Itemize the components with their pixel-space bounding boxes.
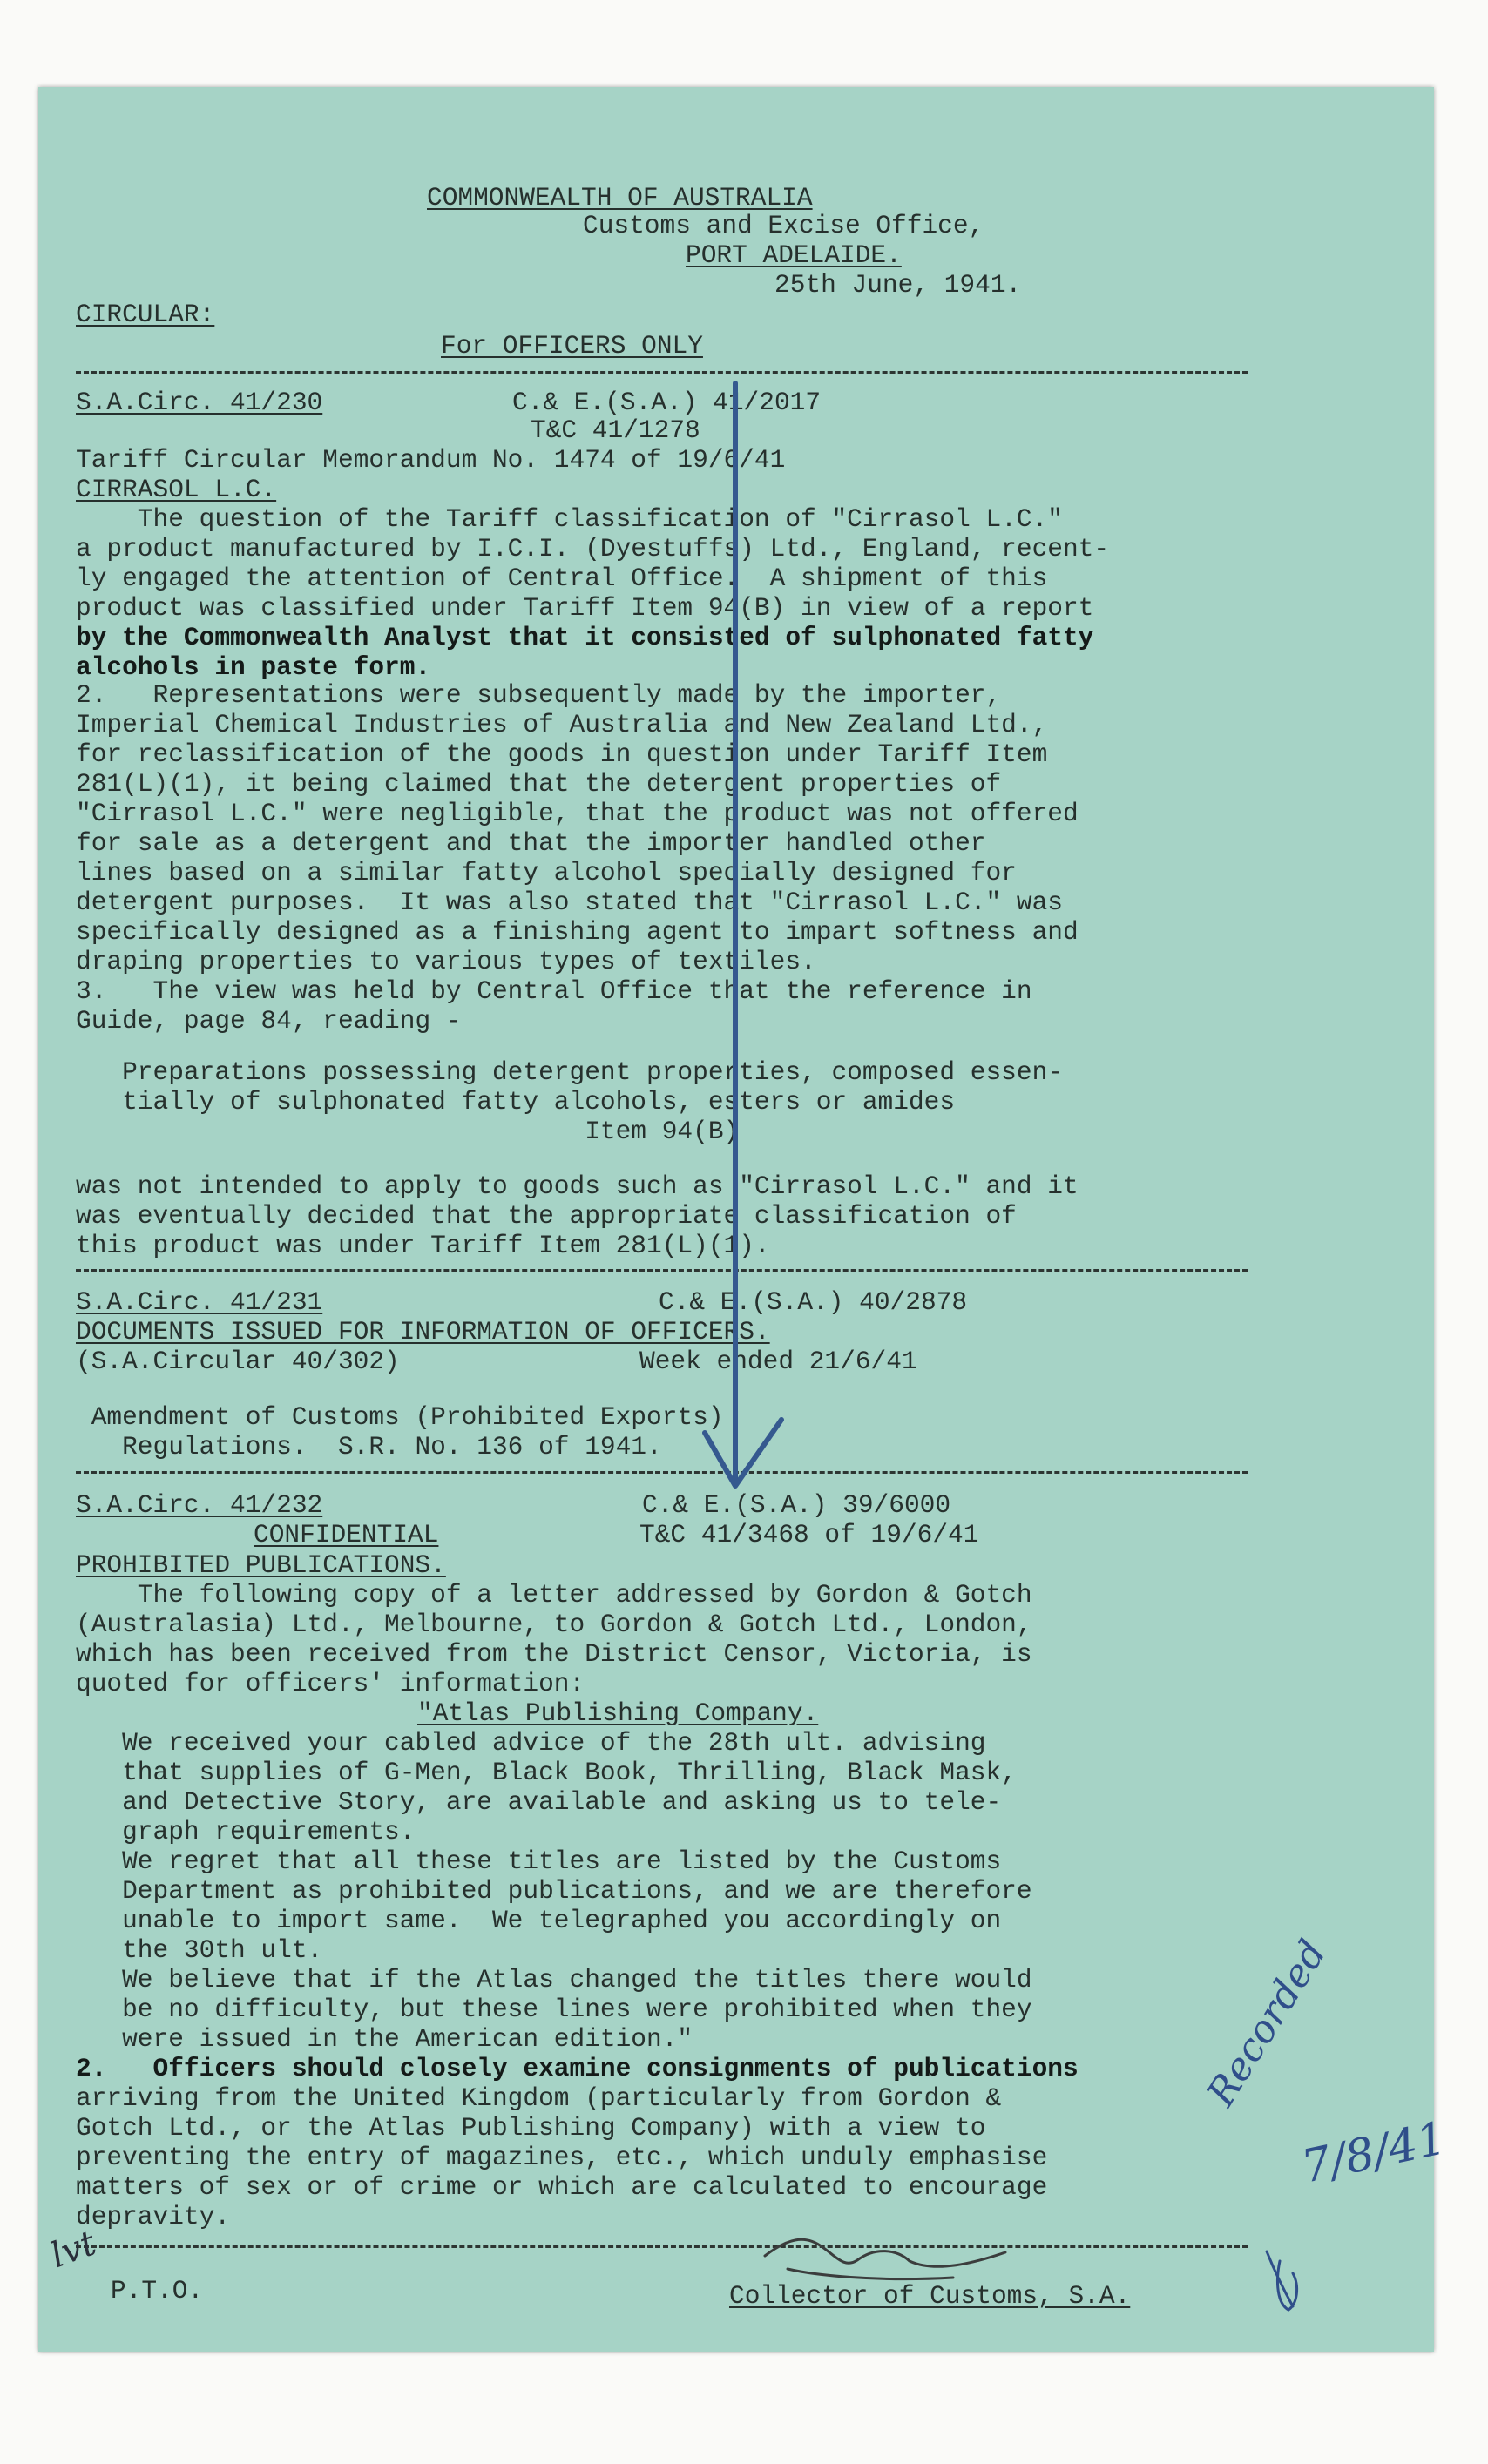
document-item: Amendment of Customs (Prohibited Exports) xyxy=(76,1402,724,1432)
paragraph-line: The following copy of a letter addressed by Gordon & Gotch xyxy=(76,1580,1032,1610)
circular-number: S.A.Circ. 41/231 xyxy=(76,1287,323,1317)
circular-page xyxy=(38,87,1451,2352)
letter-line: We received your cabled advice of the 28th ult. advising xyxy=(76,1728,986,1758)
quoted-line: Preparations possessing detergent properties, composed essen- xyxy=(76,1057,1063,1087)
paragraph-line: 3. The view was held by Central Office that the reference in xyxy=(76,976,1032,1006)
paragraph-line: this product was under Tariff Item 281(L)(1). xyxy=(76,1231,770,1260)
country-heading: COMMONWEALTH OF AUSTRALIA xyxy=(427,183,813,213)
paragraph-line: quoted for officers' information: xyxy=(76,1669,585,1698)
subject-heading: CIRRASOL L.C. xyxy=(76,475,277,504)
office-place: PORT ADELAIDE. xyxy=(686,240,902,270)
section-divider xyxy=(76,1471,1248,1474)
quoted-line: tially of sulphonated fatty alcohols, esters or amides xyxy=(76,1087,956,1117)
section-divider xyxy=(76,371,1248,374)
recorded-stamp xyxy=(1199,1933,1336,2114)
paragraph-line: specifically designed as a finishing agent to impart softness and xyxy=(76,917,1079,947)
letter-line: that supplies of G-Men, Black Book, Thrilling, Black Mask, xyxy=(76,1758,1017,1787)
paragraph-line: preventing the entry of magazines, etc., which unduly emphasise xyxy=(76,2143,1048,2172)
letter-line: be no difficulty, but these lines were prohibited when they xyxy=(76,1995,1032,2024)
file-reference: C.& E.(S.A.) 39/6000 xyxy=(642,1490,951,1520)
paragraph-line: "Cirrasol L.C." were negligible, that the product was not offered xyxy=(76,799,1079,828)
paragraph-line: a product manufactured by I.C.I. (Dyestuffs) Ltd., England, recent- xyxy=(76,534,1110,564)
section-divider xyxy=(76,2245,1248,2248)
paragraph-line: matters of sex or of crime or which are calculated to encourage xyxy=(76,2172,1048,2202)
letter-line: graph requirements. xyxy=(76,1817,416,1846)
paragraph-line: arriving from the United Kingdom (particularly from Gordon & xyxy=(76,2083,1002,2113)
paragraph-line: (Australasia) Ltd., Melbourne, to Gordon & Gotch Ltd., London, xyxy=(76,1610,1032,1639)
office-name: Customs and Excise Office, xyxy=(583,211,984,240)
paragraph-line: for sale as a detergent and that the importer handled other xyxy=(76,828,986,858)
memo-reference: Tariff Circular Memorandum No. 1474 of 19/6/41 xyxy=(76,445,786,475)
file-reference: C.& E.(S.A.) 40/2878 xyxy=(659,1287,968,1317)
circular-number: S.A.Circ. 41/232 xyxy=(76,1490,323,1520)
paragraph-line: The question of the Tariff classification of "Cirrasol L.C." xyxy=(76,504,1063,534)
paragraph-line: was not intended to apply to goods such as "Cirrasol L.C." and it xyxy=(76,1171,1079,1201)
recorded-date: 7/8/41 xyxy=(1297,2112,1451,2194)
letter-line: were issued in the American edition." xyxy=(76,2024,693,2054)
subject-heading: PROHIBITED PUBLICATIONS. xyxy=(76,1550,446,1580)
paragraph-line: detergent purposes. It was also stated that "Cirrasol L.C." was xyxy=(76,888,1063,917)
paragraph-line: draping properties to various types of textiles. xyxy=(76,947,816,976)
recorded-word: Recorded xyxy=(1199,1932,1336,2115)
file-reference: C.& E.(S.A.) 41/2017 xyxy=(512,388,822,417)
paragraph-line: 281(L)(1), it being claimed that the detergent properties of xyxy=(76,769,1002,799)
paragraph-line: Imperial Chemical Industries of Australia and New Zealand Ltd., xyxy=(76,710,1048,739)
paragraph-line: lines based on a similar fatty alcohol specially designed for xyxy=(76,858,1017,888)
confidential-label: CONFIDENTIAL xyxy=(254,1520,439,1549)
paragraph-line: 2. Representations were subsequently made by the importer, xyxy=(76,680,1002,710)
paragraph-line: was eventually decided that the appropriate classification of xyxy=(76,1201,1017,1231)
letter-line: We believe that if the Atlas changed the titles there would xyxy=(76,1965,1032,1995)
paragraph-line: depravity. xyxy=(76,2202,231,2231)
letter-line: We regret that all these titles are listed by the Customs xyxy=(76,1846,1002,1876)
paragraph-line: Gotch Ltd., or the Atlas Publishing Company) with a view to xyxy=(76,2113,986,2143)
letter-line: the 30th ult. xyxy=(76,1935,323,1965)
initial-scrawl xyxy=(1267,2251,1297,2310)
circular-label: CIRCULAR: xyxy=(76,300,215,329)
quoted-line: Item 94(B) xyxy=(76,1117,740,1146)
paragraph-line: which has been received from the District Censor, Victoria, is xyxy=(76,1639,1032,1669)
pto-label: P.T.O. xyxy=(111,2276,204,2305)
paragraph-line-bold: alcohols in paste form. xyxy=(76,652,431,682)
tc-reference: T&C 41/1278 xyxy=(531,415,700,445)
section-title: DOCUMENTS ISSUED FOR INFORMATION OF OFFICERS. xyxy=(76,1317,770,1347)
paragraph-line: 2. Officers should closely examine consignments of publications xyxy=(76,2054,1079,2083)
letter-heading: "Atlas Publishing Company. xyxy=(417,1698,819,1728)
letter-line: unable to import same. We telegraphed you accordingly on xyxy=(76,1906,1002,1935)
paragraph-line: product was classified under Tariff Item 94(B) in view of a report xyxy=(76,593,1094,623)
letter-line: and Detective Story, are available and asking us to tele- xyxy=(76,1787,1002,1817)
collector-signature-line: Collector of Customs, S.A. xyxy=(729,2281,1131,2311)
circular-reference: (S.A.Circular 40/302) xyxy=(76,1347,400,1376)
paragraph-line: for reclassification of the goods in question under Tariff Item xyxy=(76,739,1048,769)
paragraph-line: Guide, page 84, reading - xyxy=(76,1006,462,1036)
margin-initials: lvt xyxy=(45,2223,102,2277)
document-item: Regulations. S.R. No. 136 of 1941. xyxy=(76,1432,662,1462)
circular-date: 25th June, 1941. xyxy=(774,270,1022,300)
paragraph-line-bold: by the Commonwealth Analyst that it consisted of sulphonated fatty xyxy=(76,623,1094,652)
tc-reference: T&C 41/3468 of 19/6/41 xyxy=(639,1520,979,1549)
circular-number: S.A.Circ. 41/230 xyxy=(76,388,323,417)
letter-line: Department as prohibited publications, and we are therefore xyxy=(76,1876,1032,1906)
paragraph-line: ly engaged the attention of Central Office. A shipment of this xyxy=(76,564,1048,593)
restriction-label: For OFFICERS ONLY xyxy=(441,331,703,361)
section-divider xyxy=(76,1269,1248,1272)
week-ended: Week ended 21/6/41 xyxy=(639,1347,917,1376)
